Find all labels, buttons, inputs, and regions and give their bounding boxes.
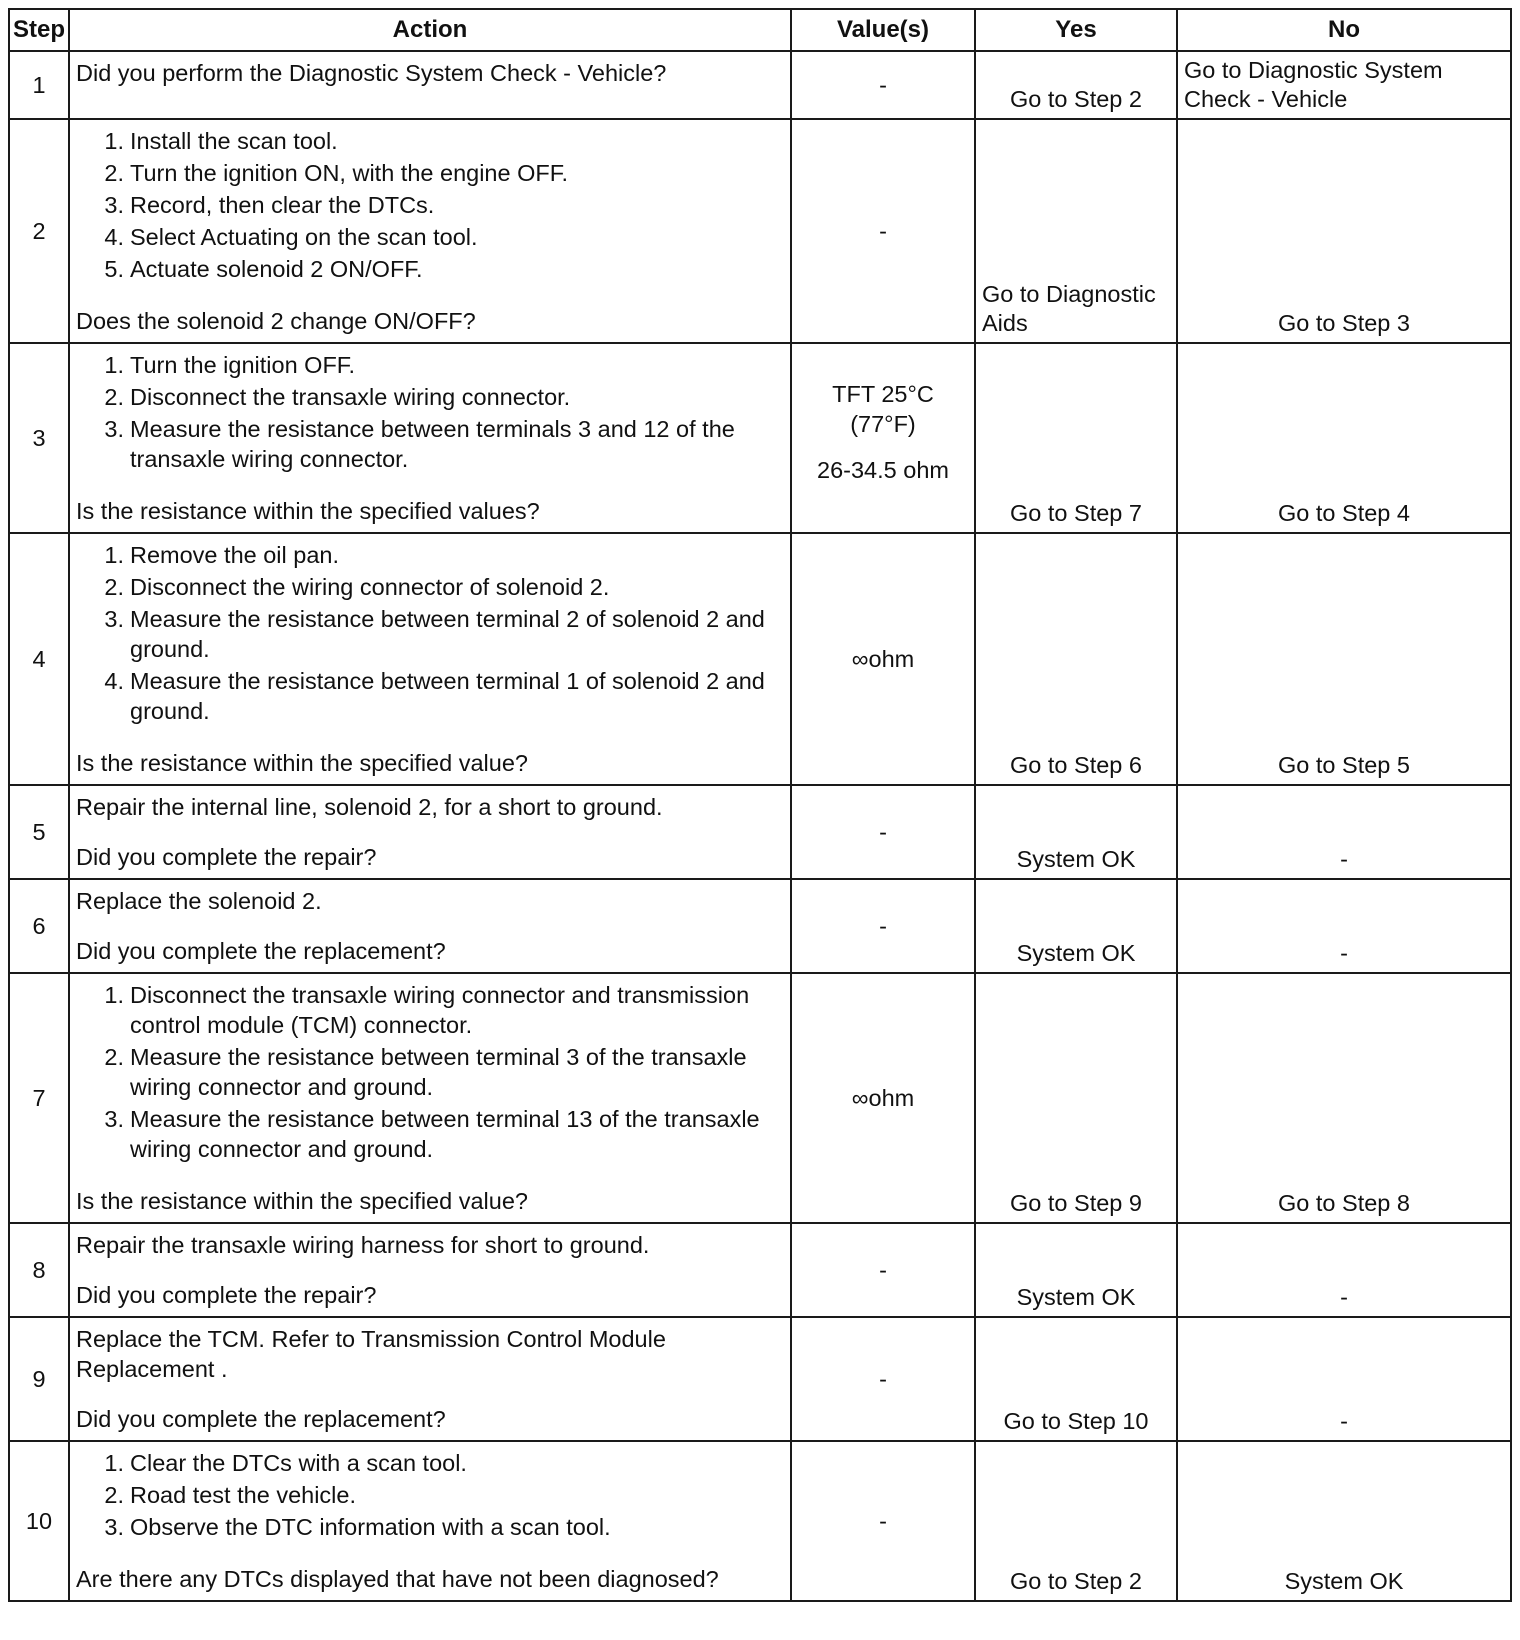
action-question: Did you complete the replacement? (76, 938, 446, 964)
no-text: System OK (1284, 1568, 1404, 1594)
list-item: 3. Record, then clear the DTCs. (104, 192, 435, 218)
action-cell (69, 343, 791, 533)
yes-text: Go to Step 6 (1010, 752, 1142, 778)
value-text: - (879, 913, 887, 939)
header-yes: Yes (975, 9, 1177, 51)
action-cell (69, 1223, 791, 1317)
step-number: 6 (9, 879, 69, 973)
header-row (9, 9, 1511, 51)
action-list (76, 1448, 784, 1544)
diagnostic-table-page (8, 8, 1510, 1602)
no-cell (1177, 1441, 1511, 1601)
value-cell (791, 533, 975, 785)
value-text: - (879, 1366, 887, 1392)
yes-cell (975, 879, 1177, 973)
action-cell (69, 879, 791, 973)
value-text: ∞ohm (851, 1085, 915, 1111)
action-cell (69, 119, 791, 343)
action-question: Is the resistance within the specified value? (76, 750, 528, 776)
no-text: Go to Step 8 (1278, 1190, 1410, 1216)
yes-text: System OK (1016, 940, 1136, 966)
list-item: 2. Disconnect the transaxle wiring connector. (104, 384, 571, 410)
yes-cell (975, 1223, 1177, 1317)
yes-text: System OK (1016, 846, 1136, 872)
yes-cell (975, 533, 1177, 785)
yes-cell (975, 785, 1177, 879)
no-text: Go to Diagnostic System Check - Vehicle (1184, 57, 1443, 112)
action-cell (69, 1317, 791, 1441)
value-text: ∞ohm (851, 646, 915, 672)
table-row (9, 879, 1511, 973)
table-row (9, 533, 1511, 785)
header-action: Action (69, 9, 791, 51)
list-item: 2. Disconnect the wiring connector of solenoid 2. (104, 574, 610, 600)
no-cell (1177, 343, 1511, 533)
action-cell (69, 1441, 791, 1601)
action-cell (69, 785, 791, 879)
action-text: Repair the transaxle wiring harness for short to ground. (76, 1232, 650, 1258)
action-text: Did you perform the Diagnostic System Check - Vehicle? (76, 60, 667, 86)
no-cell (1177, 879, 1511, 973)
list-item: 5. Actuate solenoid 2 ON/OFF. (104, 256, 423, 282)
no-cell (1177, 1317, 1511, 1441)
table-row (9, 51, 1511, 119)
table-row (9, 1441, 1511, 1601)
yes-text: System OK (1016, 1284, 1136, 1310)
yes-text: Go to Step 9 (1010, 1190, 1142, 1216)
action-cell (69, 533, 791, 785)
list-item: 3. Observe the DTC information with a scan tool. (104, 1514, 611, 1540)
yes-text: Go to Step 10 (1003, 1408, 1149, 1434)
no-cell (1177, 785, 1511, 879)
action-question: Did you complete the repair? (76, 1282, 377, 1308)
step-number: 9 (9, 1317, 69, 1441)
yes-text: Go to Step 7 (1010, 500, 1142, 526)
action-text: Replace the TCM. Refer to Transmission Control Module Replacement . (76, 1326, 666, 1382)
no-cell (1177, 533, 1511, 785)
step-number: 4 (9, 533, 69, 785)
table-row (9, 1223, 1511, 1317)
value-line: (77°F) (850, 411, 916, 437)
yes-cell (975, 51, 1177, 119)
yes-cell (975, 973, 1177, 1223)
step-number: 3 (9, 343, 69, 533)
yes-cell (975, 1441, 1177, 1601)
list-item: 1. Remove the oil pan. (104, 542, 340, 568)
action-question: Is the resistance within the specified value? (76, 1188, 528, 1214)
table-row (9, 1317, 1511, 1441)
no-text: Go to Step 4 (1278, 500, 1410, 526)
action-list (76, 350, 784, 476)
value-text: - (879, 218, 887, 244)
header-no: No (1177, 9, 1511, 51)
no-text: Go to Step 5 (1278, 752, 1410, 778)
yes-cell (975, 343, 1177, 533)
table-row (9, 119, 1511, 343)
step-number: 7 (9, 973, 69, 1223)
value-cell (791, 1317, 975, 1441)
header-step: Step (9, 9, 69, 51)
list-item: 1. Turn the ignition OFF. (104, 352, 356, 378)
list-item: 2. Measure the resistance between terminal 3 of the transaxle wiring connector and ground. (104, 1044, 747, 1100)
value-line: 26-34.5 ohm (817, 457, 949, 483)
action-list (76, 980, 784, 1166)
list-item: 1. Install the scan tool. (104, 128, 338, 154)
no-text: - (1340, 846, 1348, 872)
diagnostic-table (8, 8, 1512, 1602)
yes-text: Go to Step 2 (1010, 86, 1142, 112)
value-cell (791, 879, 975, 973)
value-cell (791, 119, 975, 343)
action-cell (69, 51, 791, 119)
step-number: 2 (9, 119, 69, 343)
value-cell (791, 973, 975, 1223)
yes-text: Go to Diagnostic Aids (982, 281, 1156, 336)
value-text: - (879, 1508, 887, 1534)
list-item: 3. Measure the resistance between terminal 13 of the transaxle wiring connector and ground. (104, 1106, 760, 1162)
action-question: Is the resistance within the specified values? (76, 498, 540, 524)
list-item: 1. Clear the DTCs with a scan tool. (104, 1450, 467, 1476)
yes-text: Go to Step 2 (1010, 1568, 1142, 1594)
step-number: 8 (9, 1223, 69, 1317)
value-cell (791, 1223, 975, 1317)
no-cell (1177, 51, 1511, 119)
list-item: 1. Disconnect the transaxle wiring connector and transmission control module (TCM) connector. (104, 982, 750, 1038)
action-question: Did you complete the repair? (76, 844, 377, 870)
header-values: Value(s) (791, 9, 975, 51)
list-item: 2. Road test the vehicle. (104, 1482, 356, 1508)
table-row (9, 785, 1511, 879)
value-text: - (879, 819, 887, 845)
step-number: 5 (9, 785, 69, 879)
list-item: 4. Select Actuating on the scan tool. (104, 224, 478, 250)
no-cell (1177, 1223, 1511, 1317)
action-cell (69, 973, 791, 1223)
list-item: 3. Measure the resistance between terminal 2 of solenoid 2 and ground. (104, 606, 765, 662)
no-text: - (1340, 1408, 1348, 1434)
value-cell (791, 1441, 975, 1601)
yes-cell (975, 119, 1177, 343)
list-item: 4. Measure the resistance between terminal 1 of solenoid 2 and ground. (104, 668, 765, 724)
no-text: - (1340, 1284, 1348, 1310)
no-cell (1177, 119, 1511, 343)
action-question: Does the solenoid 2 change ON/OFF? (76, 308, 476, 334)
value-text: - (879, 72, 887, 98)
action-text: Repair the internal line, solenoid 2, for a short to ground. (76, 794, 663, 820)
action-list (76, 126, 784, 286)
value-cell (791, 51, 975, 119)
list-item: 3. Measure the resistance between terminals 3 and 12 of the transaxle wiring connector. (104, 416, 735, 472)
value-cell (791, 343, 975, 533)
step-number: 1 (9, 51, 69, 119)
action-list (76, 540, 784, 728)
value-line: TFT 25°C (832, 381, 934, 407)
value-text: - (879, 1257, 887, 1283)
no-text: - (1340, 940, 1348, 966)
value-cell (791, 785, 975, 879)
yes-cell (975, 1317, 1177, 1441)
table-row (9, 343, 1511, 533)
action-question: Did you complete the replacement? (76, 1406, 446, 1432)
step-number: 10 (9, 1441, 69, 1601)
no-cell (1177, 973, 1511, 1223)
table-row (9, 973, 1511, 1223)
list-item: 2. Turn the ignition ON, with the engine OFF. (104, 160, 569, 186)
no-text: Go to Step 3 (1278, 310, 1410, 336)
action-text: Replace the solenoid 2. (76, 888, 322, 914)
action-question: Are there any DTCs displayed that have not been diagnosed? (76, 1566, 719, 1592)
